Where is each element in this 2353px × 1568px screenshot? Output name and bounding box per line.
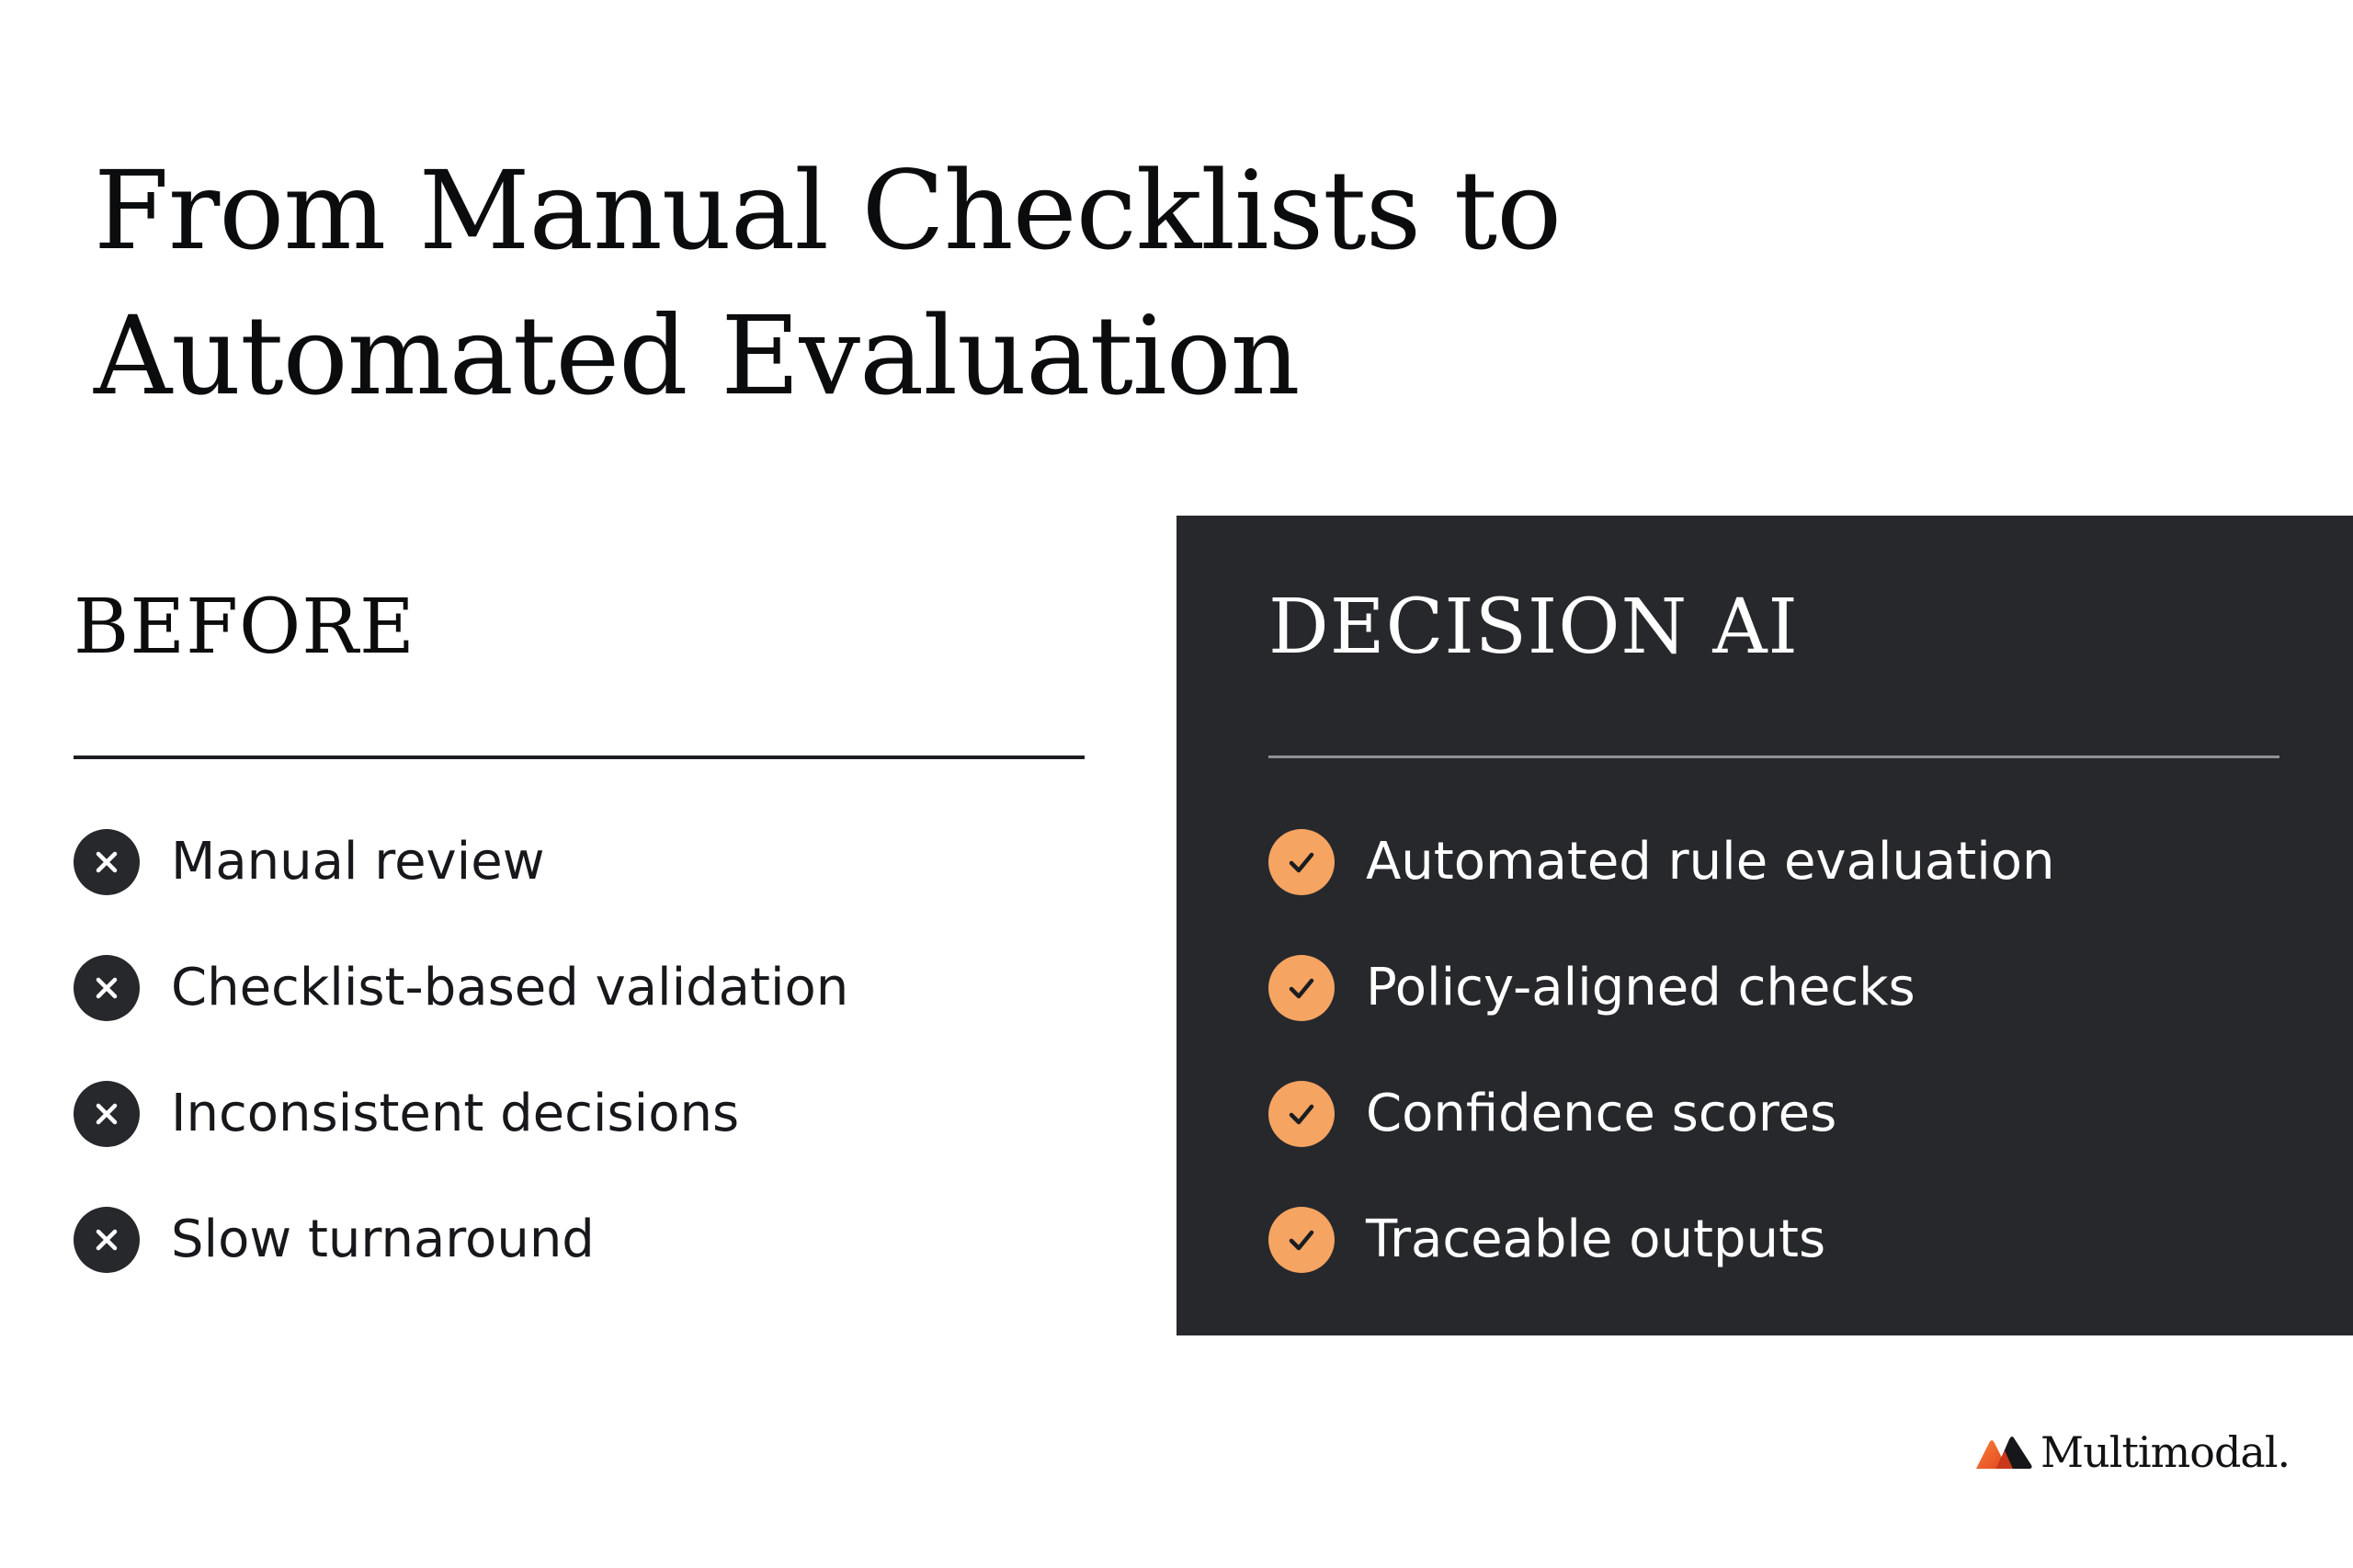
x-circle-icon (74, 955, 140, 1021)
x-circle-icon (74, 1207, 140, 1273)
list-item (1268, 829, 2279, 955)
before-item-label: Slow turnaround (171, 1210, 595, 1269)
list-item (74, 829, 1085, 955)
before-divider (74, 756, 1085, 759)
page-title: From Manual Checklists to Automated Evaluation (94, 147, 1562, 419)
x-circle-icon (74, 829, 140, 895)
check-circle-icon (1268, 1081, 1335, 1147)
before-item-label: Checklist-based validation (171, 958, 849, 1017)
list-item (1268, 1207, 2279, 1333)
before-heading: BEFORE (74, 584, 415, 671)
brand-name: Multimodal. (2040, 1427, 2290, 1477)
list-item (1268, 955, 2279, 1081)
list-item (74, 955, 1085, 1081)
check-circle-icon (1268, 829, 1335, 895)
decision-ai-heading: DECISION AI (1268, 584, 1799, 671)
decision-ai-item-label: Traceable outputs (1366, 1210, 1826, 1269)
before-item-label: Manual review (171, 832, 545, 892)
multimodal-logo-icon (1974, 1434, 2035, 1471)
decision-ai-column (1268, 577, 2279, 1269)
list-item (74, 1081, 1085, 1207)
check-circle-icon (1268, 955, 1335, 1021)
before-item-label: Inconsistent decisions (171, 1084, 740, 1143)
check-circle-icon (1268, 1207, 1335, 1273)
before-list (74, 829, 1085, 1333)
decision-ai-item-label: Policy-aligned checks (1366, 958, 1915, 1017)
x-circle-icon (74, 1081, 140, 1147)
before-column (74, 577, 1085, 1269)
list-item (74, 1207, 1085, 1333)
decision-ai-item-label: Automated rule evaluation (1366, 832, 2055, 892)
decision-ai-list (1268, 829, 2279, 1333)
list-item (1268, 1081, 2279, 1207)
decision-ai-item-label: Confidence scores (1366, 1084, 1837, 1143)
brand-logo (1974, 1425, 2290, 1480)
decision-ai-divider (1268, 756, 2279, 758)
